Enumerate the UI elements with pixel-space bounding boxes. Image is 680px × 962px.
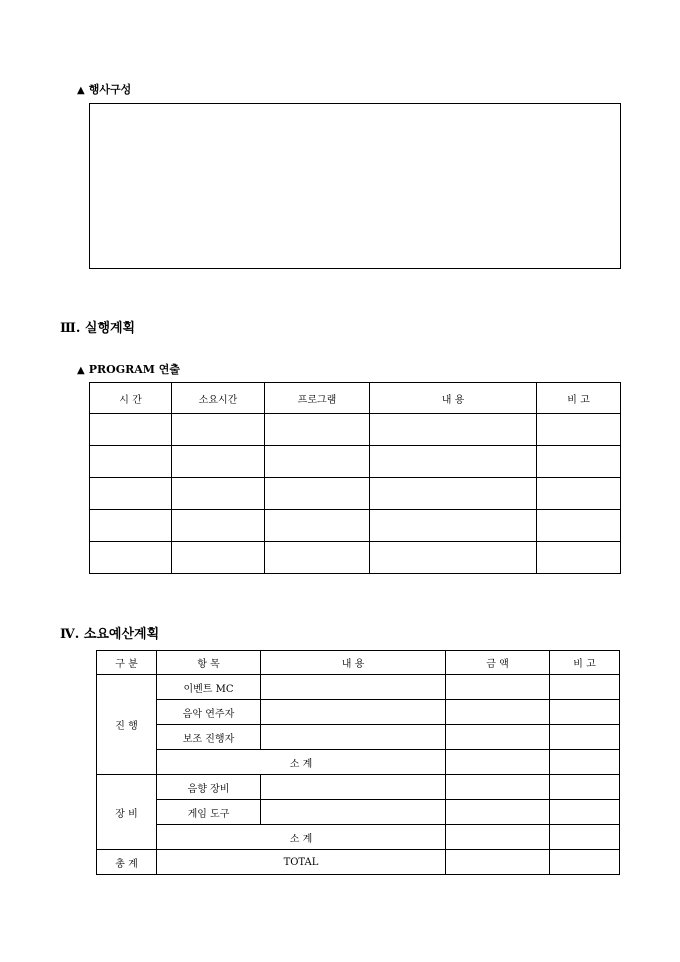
budget-subtotal-row (97, 825, 620, 850)
budget-item: 음향 장비 (157, 775, 261, 800)
budget-col-amount: 금 액 (446, 651, 550, 675)
table-row (97, 775, 620, 800)
program-col-note: 비 고 (537, 383, 621, 414)
section-3-title: Ⅲ. 실행계획 (60, 321, 136, 336)
budget-total-row (97, 850, 620, 875)
budget-category-progress: 진 행 (97, 675, 157, 775)
event-structure-heading: ▲ 행사구성 (77, 83, 132, 96)
triangle-bullet-icon: ▲ (77, 85, 85, 96)
table-row (97, 675, 620, 700)
table-row (97, 725, 620, 750)
budget-category-equipment: 장 비 (97, 775, 157, 850)
budget-col-item: 항 목 (157, 651, 261, 675)
budget-item: 보조 진행자 (157, 725, 261, 750)
budget-col-note: 비 고 (550, 651, 620, 675)
program-heading: ▲ PROGRAM 연출 (77, 363, 181, 376)
table-row (90, 414, 621, 446)
table-row (97, 700, 620, 725)
budget-subtotal-label: 소 계 (157, 825, 446, 850)
budget-total-category: 총 계 (97, 850, 157, 875)
program-header-row (90, 383, 621, 414)
program-table (89, 382, 621, 574)
table-row (90, 478, 621, 510)
table-row (90, 510, 621, 542)
budget-item: 게임 도구 (157, 800, 261, 825)
table-row (97, 800, 620, 825)
triangle-bullet-icon: ▲ (77, 365, 85, 376)
budget-total-label: TOTAL (157, 850, 446, 875)
budget-col-category: 구 분 (97, 651, 157, 675)
table-row (90, 542, 621, 574)
budget-item: 음악 연주자 (157, 700, 261, 725)
budget-col-content: 내 용 (261, 651, 446, 675)
budget-item: 이벤트 MC (157, 675, 261, 700)
program-col-time: 시 간 (90, 383, 172, 414)
budget-subtotal-label: 소 계 (157, 750, 446, 775)
section-4-title: Ⅳ. 소요예산계획 (60, 627, 160, 642)
budget-header-row (97, 651, 620, 675)
program-col-content: 내 용 (370, 383, 537, 414)
budget-subtotal-row (97, 750, 620, 775)
event-structure-box (89, 103, 621, 269)
program-col-program: 프로그램 (265, 383, 370, 414)
budget-table (96, 650, 620, 875)
program-col-duration: 소요시간 (172, 383, 265, 414)
table-row (90, 446, 621, 478)
